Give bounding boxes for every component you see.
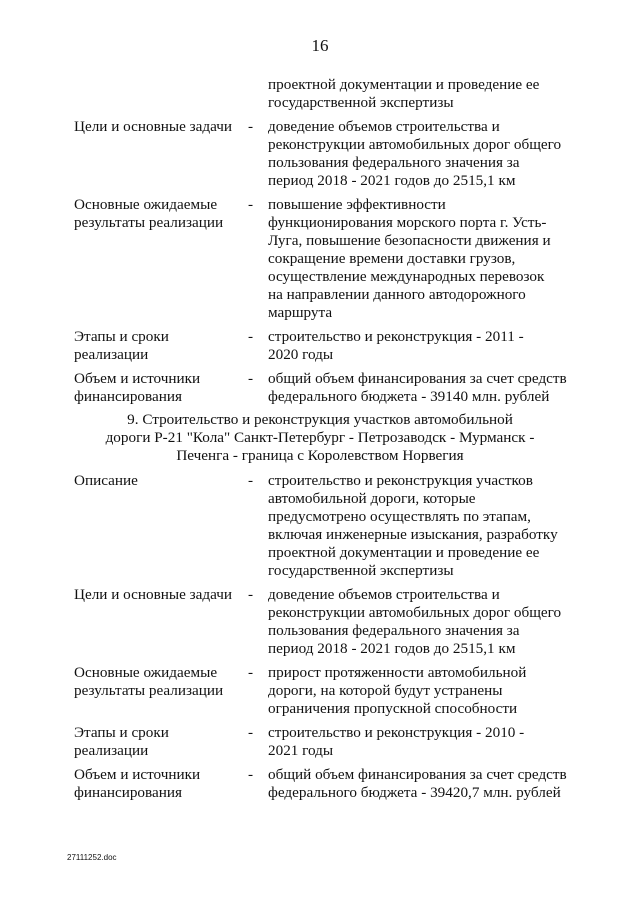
- row-value: 2021 годы: [268, 742, 334, 759]
- row-value: период 2018 - 2021 годов до 2515,1 км: [268, 172, 516, 189]
- row-value: государственной экспертизы: [268, 562, 454, 579]
- row-dash: -: [248, 664, 254, 681]
- row-value: прирост протяженности автомобильной: [268, 664, 527, 681]
- row-value: на направлении данного автодорожного: [268, 286, 526, 303]
- row-value: пользования федерального значения за: [268, 154, 520, 171]
- row-dash: -: [248, 370, 254, 387]
- row-value: общий объем финансирования за счет средств: [268, 370, 567, 387]
- row-dash: -: [248, 766, 254, 783]
- row-value: строительство и реконструкция - 2011 -: [268, 328, 524, 345]
- row-label: Основные ожидаемые: [74, 196, 218, 213]
- row-dash: -: [248, 586, 254, 603]
- row-label: Этапы и сроки: [74, 328, 169, 345]
- row-value: сокращение времени доставки грузов,: [268, 250, 516, 267]
- row-label: реализации: [74, 346, 149, 363]
- row-value: проектной документации и проведение ее: [268, 544, 540, 561]
- row-dash: -: [248, 724, 254, 741]
- row-dash: -: [248, 118, 254, 135]
- row-value: строительство и реконструкция участков: [268, 472, 533, 489]
- row-label: реализации: [74, 742, 149, 759]
- row-value: государственной экспертизы: [268, 94, 454, 111]
- row-value: автомобильной дороги, которые: [268, 490, 476, 507]
- row-value: строительство и реконструкция - 2010 -: [268, 724, 525, 741]
- row-dash: -: [248, 328, 254, 345]
- row-value: повышение эффективности: [268, 196, 446, 213]
- section-heading: дороги Р-21 "Кола" Санкт-Петербург - Петрозаводск - Мурманск -: [105, 429, 535, 446]
- row-value: общий объем финансирования за счет средств: [268, 766, 567, 783]
- row-label: Цели и основные задачи: [74, 586, 232, 603]
- row-value: 2020 годы: [268, 346, 334, 363]
- row-label: Объем и источники: [74, 370, 201, 387]
- row-label: Описание: [74, 472, 138, 489]
- row-value: федерального бюджета - 39420,7 млн. рублей: [268, 784, 561, 801]
- row-label: Цели и основные задачи: [74, 118, 232, 135]
- page-number: 16: [311, 36, 329, 55]
- row-label: результаты реализации: [74, 682, 224, 699]
- row-value: Луга, повышение безопасности движения и: [268, 232, 551, 249]
- row-label: Объем и источники: [74, 766, 201, 783]
- section-heading: 9. Строительство и реконструкция участков автомобильной: [127, 411, 513, 428]
- row-value: маршрута: [268, 304, 333, 321]
- row-value: доведение объемов строительства и: [268, 118, 500, 135]
- row-value: реконструкции автомобильных дорог общего: [268, 136, 562, 153]
- row-dash: -: [248, 472, 254, 489]
- row-label: результаты реализации: [74, 214, 224, 231]
- section-heading: Печенга - граница с Королевством Норвегия: [176, 447, 464, 464]
- row-value: пользования федерального значения за: [268, 622, 520, 639]
- row-value: федерального бюджета - 39140 млн. рублей: [268, 388, 550, 405]
- row-value: предусмотрено осуществлять по этапам,: [268, 508, 531, 525]
- row-label: финансирования: [74, 388, 182, 405]
- row-value: дороги, на которой будут устранены: [268, 682, 503, 699]
- row-label: финансирования: [74, 784, 182, 801]
- row-value: функционирования морского порта г. Усть-: [268, 214, 547, 231]
- row-dash: -: [248, 196, 254, 213]
- row-value: проектной документации и проведение ее: [268, 76, 540, 93]
- row-value: включая инженерные изыскания, разработку: [268, 526, 558, 543]
- row-label: Этапы и сроки: [74, 724, 169, 741]
- row-value: доведение объемов строительства и: [268, 586, 500, 603]
- file-name-footer: 27111252.doc: [67, 853, 117, 862]
- row-value: период 2018 - 2021 годов до 2515,1 км: [268, 640, 516, 657]
- row-label: Основные ожидаемые: [74, 664, 218, 681]
- row-value: реконструкции автомобильных дорог общего: [268, 604, 562, 621]
- row-value: осуществление международных перевозок: [268, 268, 545, 285]
- row-value: ограничения пропускной способности: [268, 700, 518, 717]
